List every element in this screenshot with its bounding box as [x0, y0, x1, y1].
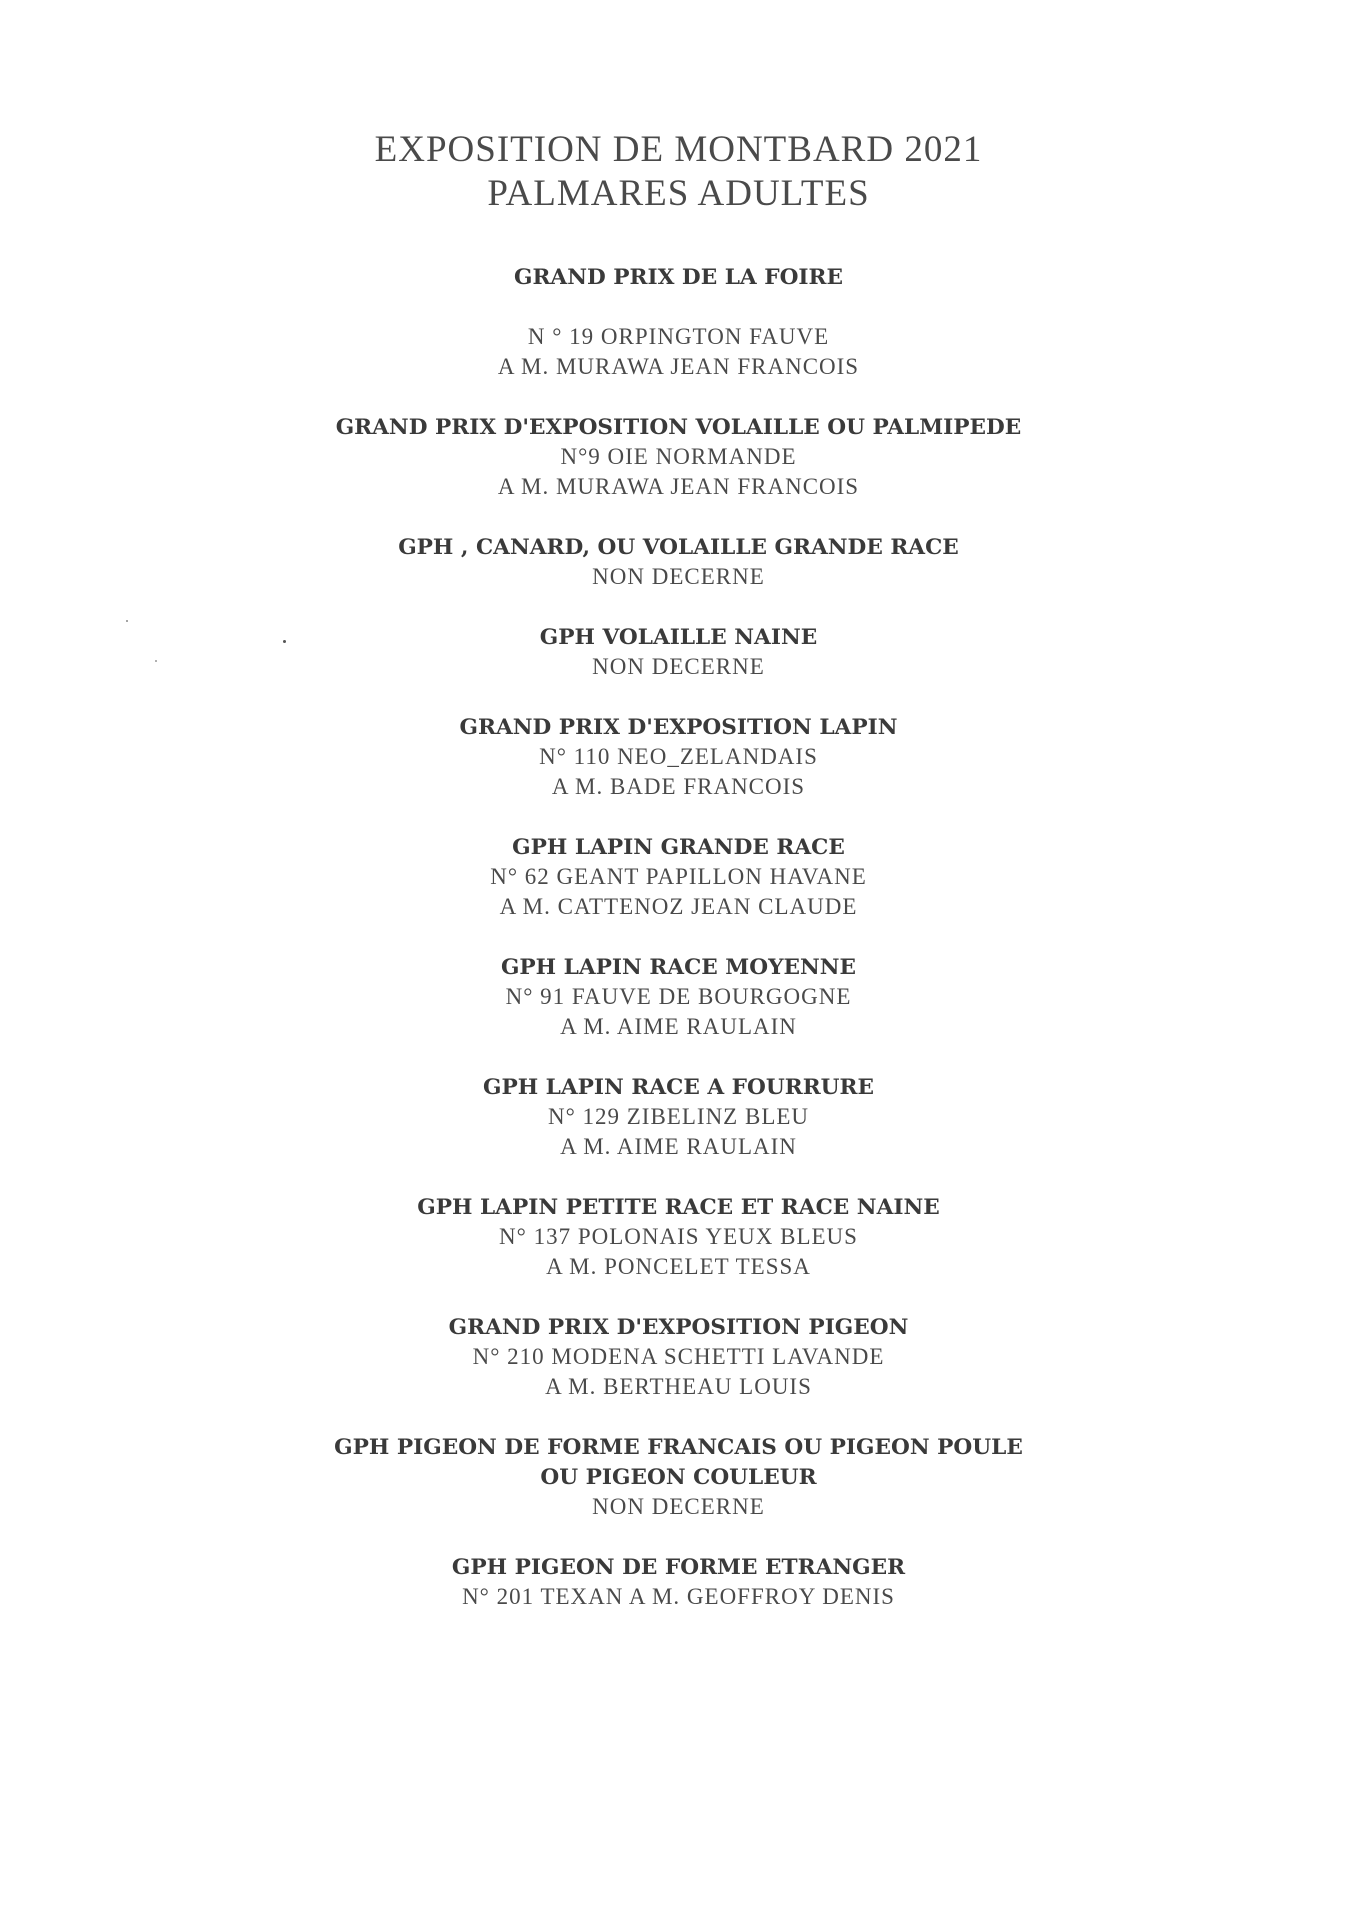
award-detail: N ° 19 ORPINGTON FAUVE: [527, 324, 830, 349]
award-detail: N° 62 GEANT PAPILLON HAVANE: [490, 864, 867, 889]
award-detail: A M. AIME RAULAIN: [560, 1134, 797, 1159]
award-detail: A M. CATTENOZ JEAN CLAUDE: [499, 894, 858, 919]
award-title: GPH PIGEON DE FORME FRANCAIS OU PIGEON POULE: [334, 1434, 1023, 1459]
award-title: GRAND PRIX DE LA FOIRE: [513, 264, 844, 289]
award-section: [0, 412, 1357, 502]
award-section: [0, 832, 1357, 922]
award-section: [0, 712, 1357, 802]
award-detail: N° 110 NEO_ZELANDAIS: [539, 744, 818, 769]
award-section: [0, 1312, 1357, 1402]
award-title: GRAND PRIX D'EXPOSITION LAPIN: [459, 714, 898, 739]
award-detail: N° 210 MODENA SCHETTI LAVANDE: [472, 1344, 885, 1369]
page-subtitle: PALMARES ADULTES: [487, 173, 870, 214]
awards-list: [0, 262, 1357, 1642]
award-detail: N° 129 ZIBELINZ BLEU: [547, 1104, 810, 1129]
award-detail: NON DECERNE: [592, 654, 765, 679]
scan-speck: [283, 640, 286, 643]
award-section: [0, 952, 1357, 1042]
award-title: GPH VOLAILLE NAINE: [539, 624, 818, 649]
award-section: [0, 1432, 1357, 1522]
award-title: GPH , CANARD, OU VOLAILLE GRANDE RACE: [398, 534, 959, 559]
award-detail: A M. MURAWA JEAN FRANCOIS: [497, 354, 860, 379]
award-title: OU PIGEON COULEUR: [540, 1464, 817, 1489]
award-detail: NON DECERNE: [592, 1494, 765, 1519]
award-section: [0, 532, 1357, 592]
award-detail: [0, 292, 1357, 322]
award-title: GRAND PRIX D'EXPOSITION VOLAILLE OU PALMIPEDE: [335, 414, 1022, 439]
document-header: [0, 128, 1357, 216]
scan-speck: [155, 660, 157, 662]
award-title: GPH LAPIN RACE A FOURRURE: [482, 1074, 875, 1099]
award-detail: N° 201 TEXAN A M. GEOFFROY DENIS: [462, 1584, 895, 1609]
award-title: GPH LAPIN PETITE RACE ET RACE NAINE: [417, 1194, 940, 1219]
award-detail: A M. BERTHEAU LOUIS: [545, 1374, 812, 1399]
award-detail: A M. MURAWA JEAN FRANCOIS: [497, 474, 860, 499]
award-section: [0, 622, 1357, 682]
award-detail: N°9 OIE NORMANDE: [560, 444, 797, 469]
award-detail: N° 137 POLONAIS YEUX BLEUS: [499, 1224, 858, 1249]
award-section: [0, 1192, 1357, 1282]
award-title: GPH PIGEON DE FORME ETRANGER: [451, 1554, 906, 1579]
award-section: [0, 1552, 1357, 1612]
award-detail: NON DECERNE: [592, 564, 765, 589]
page-title: EXPOSITION DE MONTBARD 2021: [374, 129, 983, 170]
award-detail: A M. PONCELET TESSA: [546, 1254, 811, 1279]
award-title: GPH LAPIN GRANDE RACE: [512, 834, 845, 859]
award-section: [0, 262, 1357, 382]
award-detail: A M. AIME RAULAIN: [560, 1014, 797, 1039]
award-section: [0, 1072, 1357, 1162]
award-title: GPH LAPIN RACE MOYENNE: [500, 954, 857, 979]
scan-speck: [126, 620, 128, 622]
award-detail: A M. BADE FRANCOIS: [551, 774, 806, 799]
award-title: GRAND PRIX D'EXPOSITION PIGEON: [448, 1314, 909, 1339]
award-detail: N° 91 FAUVE DE BOURGOGNE: [505, 984, 852, 1009]
